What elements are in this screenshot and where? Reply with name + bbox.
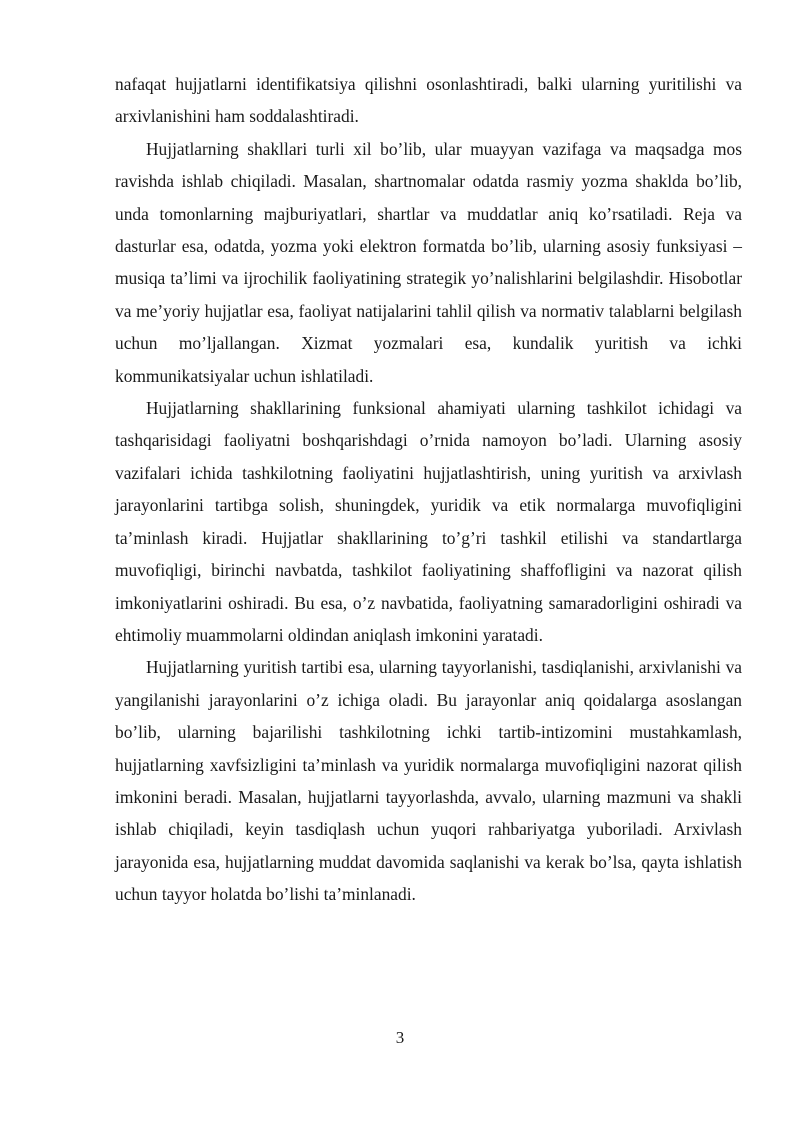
paragraph-continuation: nafaqat hujjatlarni identifikatsiya qilishni osonlashtiradi, balki ularning yuritilishi va arxivlanishini ham soddalashtiradi.	[115, 74, 742, 127]
document-page	[115, 68, 742, 911]
page-number: 3	[395, 1028, 405, 1047]
paragraph-document-forms: Hujjatlarning shakllari turli xil bo’lib, ular muayyan vazifaga va maqsadga mos ravishda ishlab chiqiladi. Masalan, shartnomalar odatda rasmiy yozma shaklda bo’lib, unda tomonlarning majburiyatlari, shartlar va muddatlar aniq ko’rsatiladi. Reja va dasturlar esa, odatda, yozma yoki elektron formatda bo’lib, ularning asosiy funksiyasi – musiqa ta’limi va ijrochilik faoliyatining strategik yo’nalishlarini belgilashdir. Hisobotlar va me’yoriy hujjatlar esa, faoliyat natijalarini tahlil qilish va normativ talablarni belgilash uchun mo’ljallangan. Xizmat yozmalari esa, kundalik yuritish va ichki kommunikatsiyalar uchun ishlatiladi.	[115, 138, 742, 386]
paragraph-functional-importance: Hujjatlarning shakllarining funksional ahamiyati ularning tashkilot ichidagi va tashqarisidagi faoliyatni boshqarishdagi o’rnida namoyon bo’ladi. Ularning asosiy vazifalari ichida tashkilotning faoliyatini hujjatlashtirish, uning yuritish va arxivlash jarayonlarini tartibga solish, shuningdek, yuridik va etik normalarga muvofiqligini ta’minlash kiradi. Hujjatlar shakllarining to’g’ri tashkil etilishi va standartlarga muvofiqligi, birinchi navbatda, tashkilot faoliyatining shaffofligini va nazorat qilish imkoniyatlarini oshiradi. Bu esa, o’z navbatida, faoliyatning samaradorligini oshiradi va ehtimoliy muammolarni oldindan aniqlash imkonini yaratadi.	[115, 398, 742, 645]
paragraph-management-procedure: Hujjatlarning yuritish tartibi esa, ularning tayyorlanishi, tasdiqlanishi, arxivlanishi va yangilanishi jarayonlarini o’z ichiga oladi. Bu jarayonlar aniq qoidalarga asoslangan bo’lib, ularning bajarilishi tashkilotning ichki tartib-intizomini mustahkamlash, hujjatlarning xavfsizligini ta’minlash va yuridik normalarga muvofiqligini nazorat qilish imkonini beradi. Masalan, hujjatlarni tayyorlashda, avvalo, ularning mazmuni va shakli ishlab chiqiladi, keyin tasdiqlash uchun yuqori rahbariyatga yuboriladi. Arxivlash jarayonida esa, hujjatlarning muddat davomida saqlanishi va kerak bo’lsa, qayta ishlatish uchun tayyor holatda bo’lishi ta’minlanadi.	[115, 657, 742, 905]
